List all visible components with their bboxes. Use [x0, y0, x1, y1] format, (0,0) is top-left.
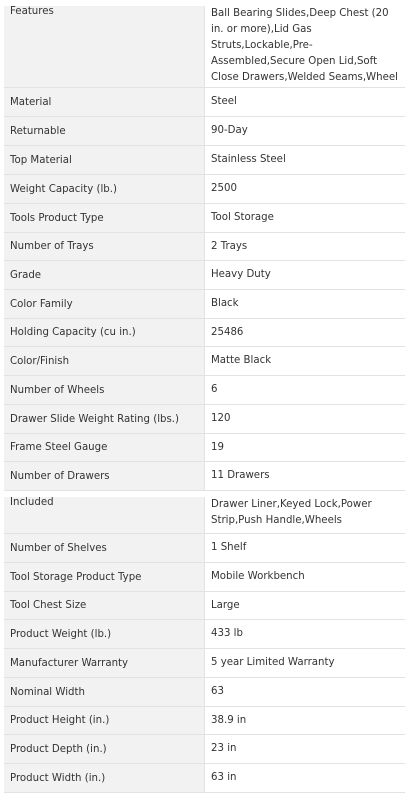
spec-row-weight-capacity — [4, 175, 405, 204]
spec-row-tools-product-type — [4, 204, 405, 233]
spec-label: Features — [4, 6, 204, 87]
spec-label: Included — [4, 497, 204, 533]
spec-row-number-of-drawers — [4, 462, 405, 491]
spec-row-top-material — [4, 146, 405, 175]
spec-label: Tool Storage Product Type — [4, 563, 204, 591]
spec-value: Heavy Duty — [204, 261, 405, 289]
spec-value: 63 in — [204, 764, 405, 792]
spec-row-color-finish — [4, 347, 405, 376]
spec-row-manufacturer-warranty — [4, 649, 405, 678]
spec-value: 38.9 in — [204, 707, 405, 734]
spec-label: Color Family — [4, 290, 204, 318]
spec-row-product-height — [4, 707, 405, 735]
spec-label: Grade — [4, 261, 204, 289]
spec-row-drawer-slide-weight — [4, 405, 405, 434]
spec-value: Ball Bearing Slides,Deep Chest (20 in. or more),Lid Gas Struts,Lockable,Pre-Assembled,Secure Open Lid,Soft Close Drawers,Welded Seams,Wheel — [204, 6, 405, 87]
spec-label: Number of Wheels — [4, 376, 204, 404]
spec-row-tool-chest-size — [4, 592, 405, 620]
spec-value: 5 year Limited Warranty — [204, 649, 405, 677]
spec-row-included — [4, 491, 405, 534]
spec-label: Drawer Slide Weight Rating (lbs.) — [4, 405, 204, 433]
spec-label: Product Height (in.) — [4, 707, 204, 734]
spec-value: 25486 — [204, 319, 405, 346]
spec-label: Manufacturer Warranty — [4, 649, 204, 677]
spec-row-number-of-trays — [4, 233, 405, 261]
spec-row-product-width — [4, 764, 405, 793]
spec-value: 11 Drawers — [204, 462, 405, 490]
spec-row-grade — [4, 261, 405, 290]
spec-value: Mobile Workbench — [204, 563, 405, 591]
spec-value: 2 Trays — [204, 233, 405, 260]
spec-label: Frame Steel Gauge — [4, 434, 204, 461]
spec-label: Nominal Width — [4, 678, 204, 706]
spec-row-nominal-width — [4, 678, 405, 707]
spec-row-tool-storage-product-type — [4, 563, 405, 592]
spec-label: Tools Product Type — [4, 204, 204, 232]
spec-value: 19 — [204, 434, 405, 461]
spec-value: 433 lb — [204, 620, 405, 648]
spec-label: Product Width (in.) — [4, 764, 204, 792]
spec-row-number-of-shelves — [4, 534, 405, 563]
spec-value: Stainless Steel — [204, 146, 405, 174]
spec-label: Product Weight (lb.) — [4, 620, 204, 648]
spec-row-number-of-wheels — [4, 376, 405, 405]
spec-value: 1 Shelf — [204, 534, 405, 562]
spec-row-returnable — [4, 117, 405, 146]
spec-label: Color/Finish — [4, 347, 204, 375]
specifications-table — [4, 0, 405, 793]
spec-label: Top Material — [4, 146, 204, 174]
spec-value: 23 in — [204, 735, 405, 763]
spec-label: Tool Chest Size — [4, 592, 204, 619]
spec-label: Number of Shelves — [4, 534, 204, 562]
spec-label: Returnable — [4, 117, 204, 145]
spec-value: Drawer Liner,Keyed Lock,Power Strip,Push Handle,Wheels — [204, 497, 405, 533]
spec-row-material — [4, 88, 405, 117]
spec-value: 2500 — [204, 175, 405, 203]
spec-row-features — [4, 0, 405, 88]
spec-value: Large — [204, 592, 405, 619]
spec-value: 6 — [204, 376, 405, 404]
spec-value: Matte Black — [204, 347, 405, 375]
spec-row-product-depth — [4, 735, 405, 764]
spec-label: Number of Drawers — [4, 462, 204, 490]
spec-label: Product Depth (in.) — [4, 735, 204, 763]
spec-label: Weight Capacity (lb.) — [4, 175, 204, 203]
spec-value: 120 — [204, 405, 405, 433]
spec-value: Steel — [204, 88, 405, 116]
spec-row-frame-steel-gauge — [4, 434, 405, 462]
spec-label: Material — [4, 88, 204, 116]
spec-value: Black — [204, 290, 405, 318]
spec-label: Holding Capacity (cu in.) — [4, 319, 204, 346]
spec-value: Tool Storage — [204, 204, 405, 232]
spec-value: 63 — [204, 678, 405, 706]
spec-row-holding-capacity — [4, 319, 405, 347]
spec-row-product-weight — [4, 620, 405, 649]
spec-value: 90-Day — [204, 117, 405, 145]
spec-label: Number of Trays — [4, 233, 204, 260]
spec-row-color-family — [4, 290, 405, 319]
